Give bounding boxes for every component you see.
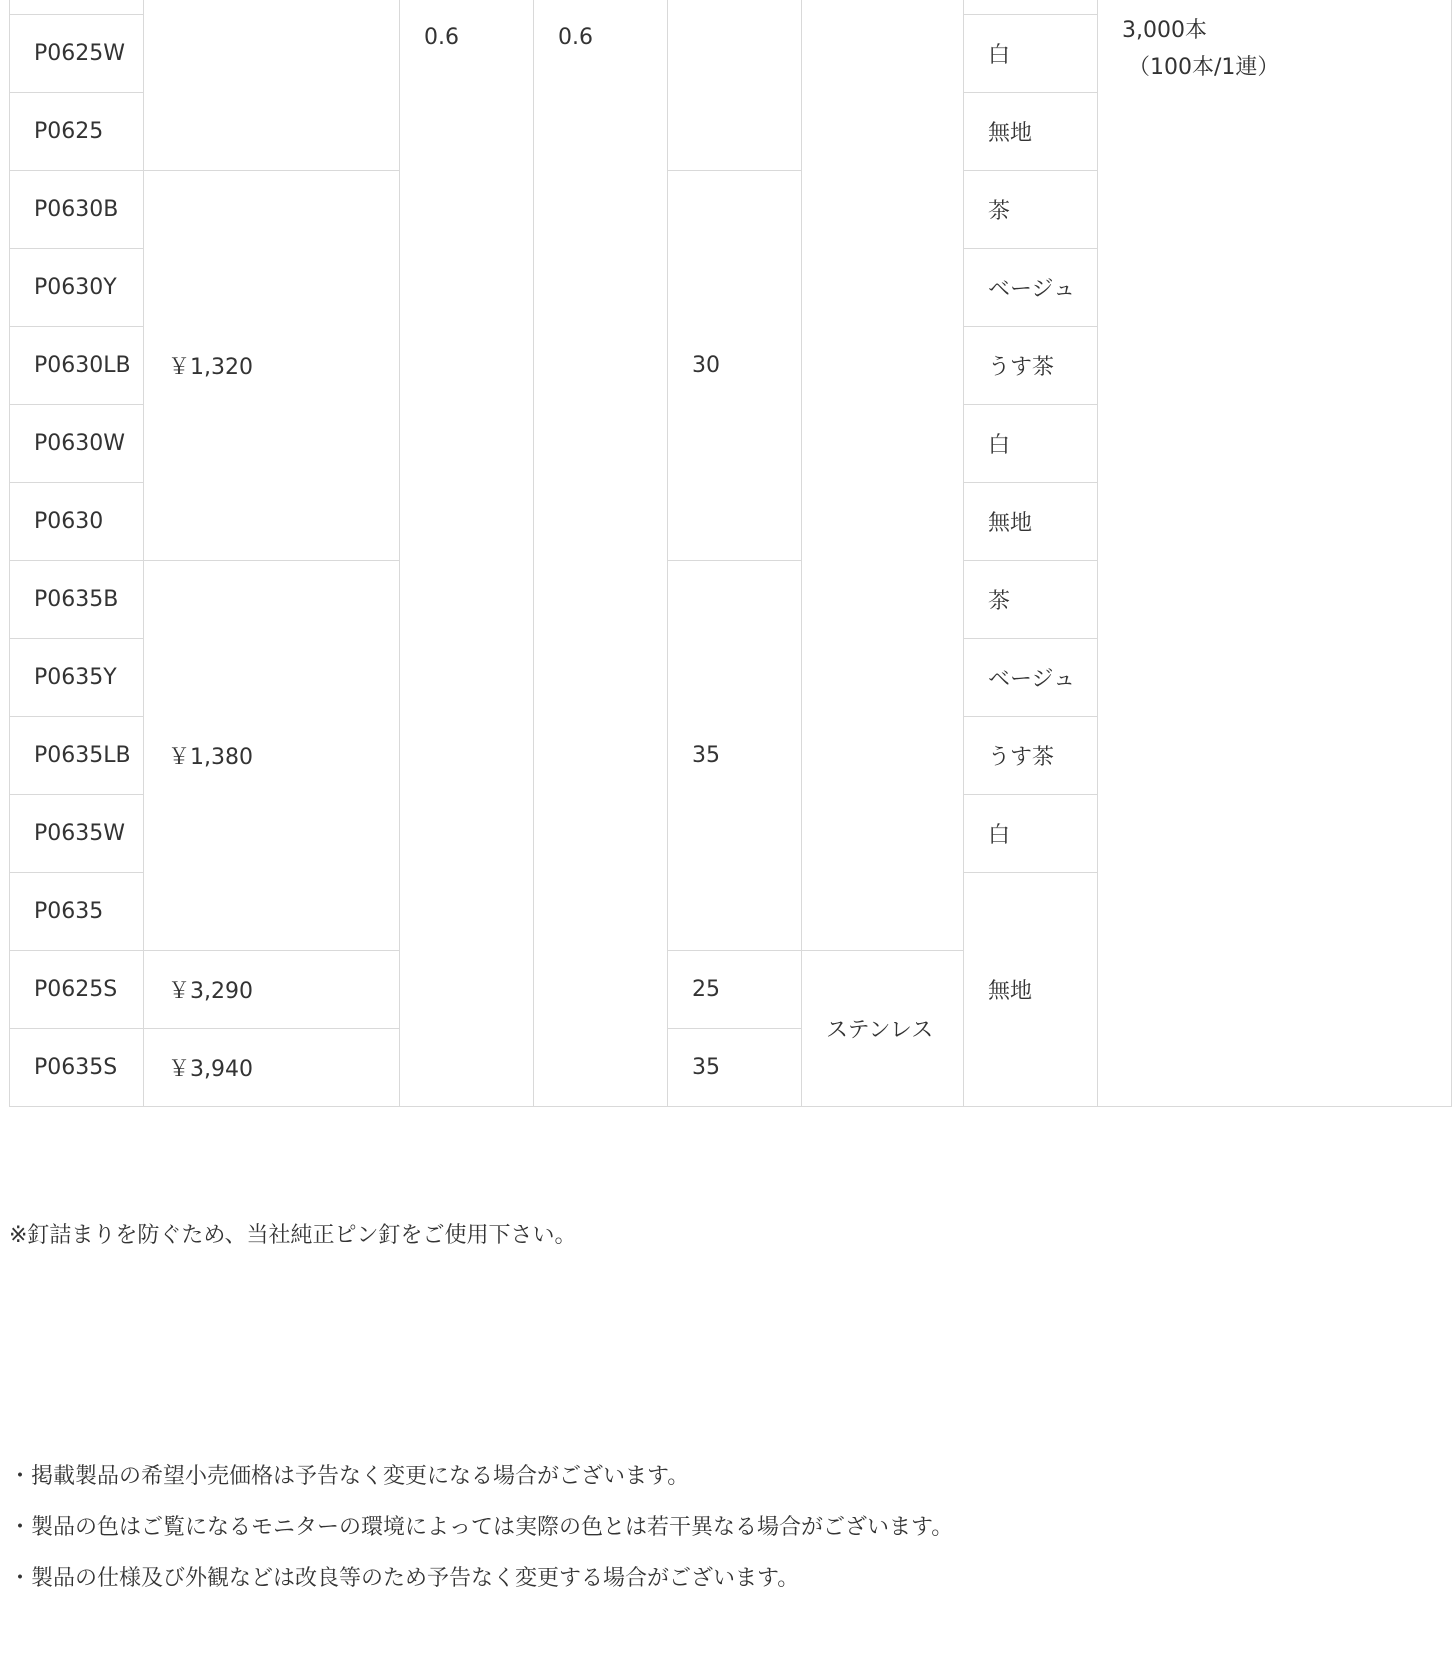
product-code-cell: P0635S [10, 1029, 144, 1107]
color-cell: うす茶 [964, 717, 1098, 795]
color-cell: 茶 [964, 561, 1098, 639]
material-cell-stainless: ステンレス [802, 951, 964, 1107]
product-code-cell: P0635 [10, 873, 144, 951]
color-cell: ベージュ [964, 639, 1098, 717]
disclaimer-item: ・製品の色はご覧になるモニターの環境によっては実際の色とは若干異なる場合がございます。 [9, 1515, 954, 1540]
usage-note: ※釘詰まりを防ぐため、当社純正ピン釘をご使用下さい。 [9, 1223, 577, 1248]
color-cell [964, 0, 1098, 15]
product-code-cell: P0625 [10, 93, 144, 171]
color-cell: 茶 [964, 171, 1098, 249]
product-code-cell: P0630 [10, 483, 144, 561]
color-cell: 白 [964, 405, 1098, 483]
color-cell: ベージュ [964, 249, 1098, 327]
diameter-cell: 0.6 [400, 0, 534, 1107]
color-cell-plain: 無地 [964, 873, 1098, 1107]
price-cell: ￥1,320 [144, 171, 400, 561]
price-cell: ￥1,380 [144, 561, 400, 951]
product-code-cell: P0630Y [10, 249, 144, 327]
material-cell [802, 0, 964, 951]
length-cell: 35 [668, 1029, 802, 1107]
length-cell: 25 [668, 951, 802, 1029]
price-cell: ￥3,940 [144, 1029, 400, 1107]
quantity-line2: （100本/1連） [1128, 55, 1280, 80]
length-cell: 35 [668, 561, 802, 951]
quantity-cell [1098, 0, 1452, 1107]
product-code-cell: P0630LB [10, 327, 144, 405]
color-cell: 白 [964, 795, 1098, 873]
product-code-cell: P0630W [10, 405, 144, 483]
product-code-cell: P0625S [10, 951, 144, 1029]
color-cell: 白 [964, 15, 1098, 93]
spec-table [9, 0, 1452, 1107]
disclaimer-list [9, 1462, 953, 1615]
length-cell [668, 0, 802, 171]
product-code-cell: P0635LB [10, 717, 144, 795]
price-cell: ￥3,290 [144, 951, 400, 1029]
product-code-cell: P0625W [10, 15, 144, 93]
product-code-cell [10, 0, 144, 15]
color-cell: うす茶 [964, 327, 1098, 405]
disclaimer-item: ・製品の仕様及び外観などは改良等のため予告なく変更する場合がございます。 [9, 1566, 800, 1591]
product-code-cell: P0635Y [10, 639, 144, 717]
length-cell: 30 [668, 171, 802, 561]
disclaimer-item: ・掲載製品の希望小売価格は予告なく変更になる場合がございます。 [9, 1464, 690, 1489]
color-cell: 無地 [964, 483, 1098, 561]
product-code-cell: P0630B [10, 171, 144, 249]
product-code-cell: P0635W [10, 795, 144, 873]
color-cell: 無地 [964, 93, 1098, 171]
quantity-line1: 3,000本 [1122, 18, 1207, 43]
product-code-cell: P0635B [10, 561, 144, 639]
price-cell [144, 0, 400, 171]
diameter-cell-2: 0.6 [534, 0, 668, 1107]
